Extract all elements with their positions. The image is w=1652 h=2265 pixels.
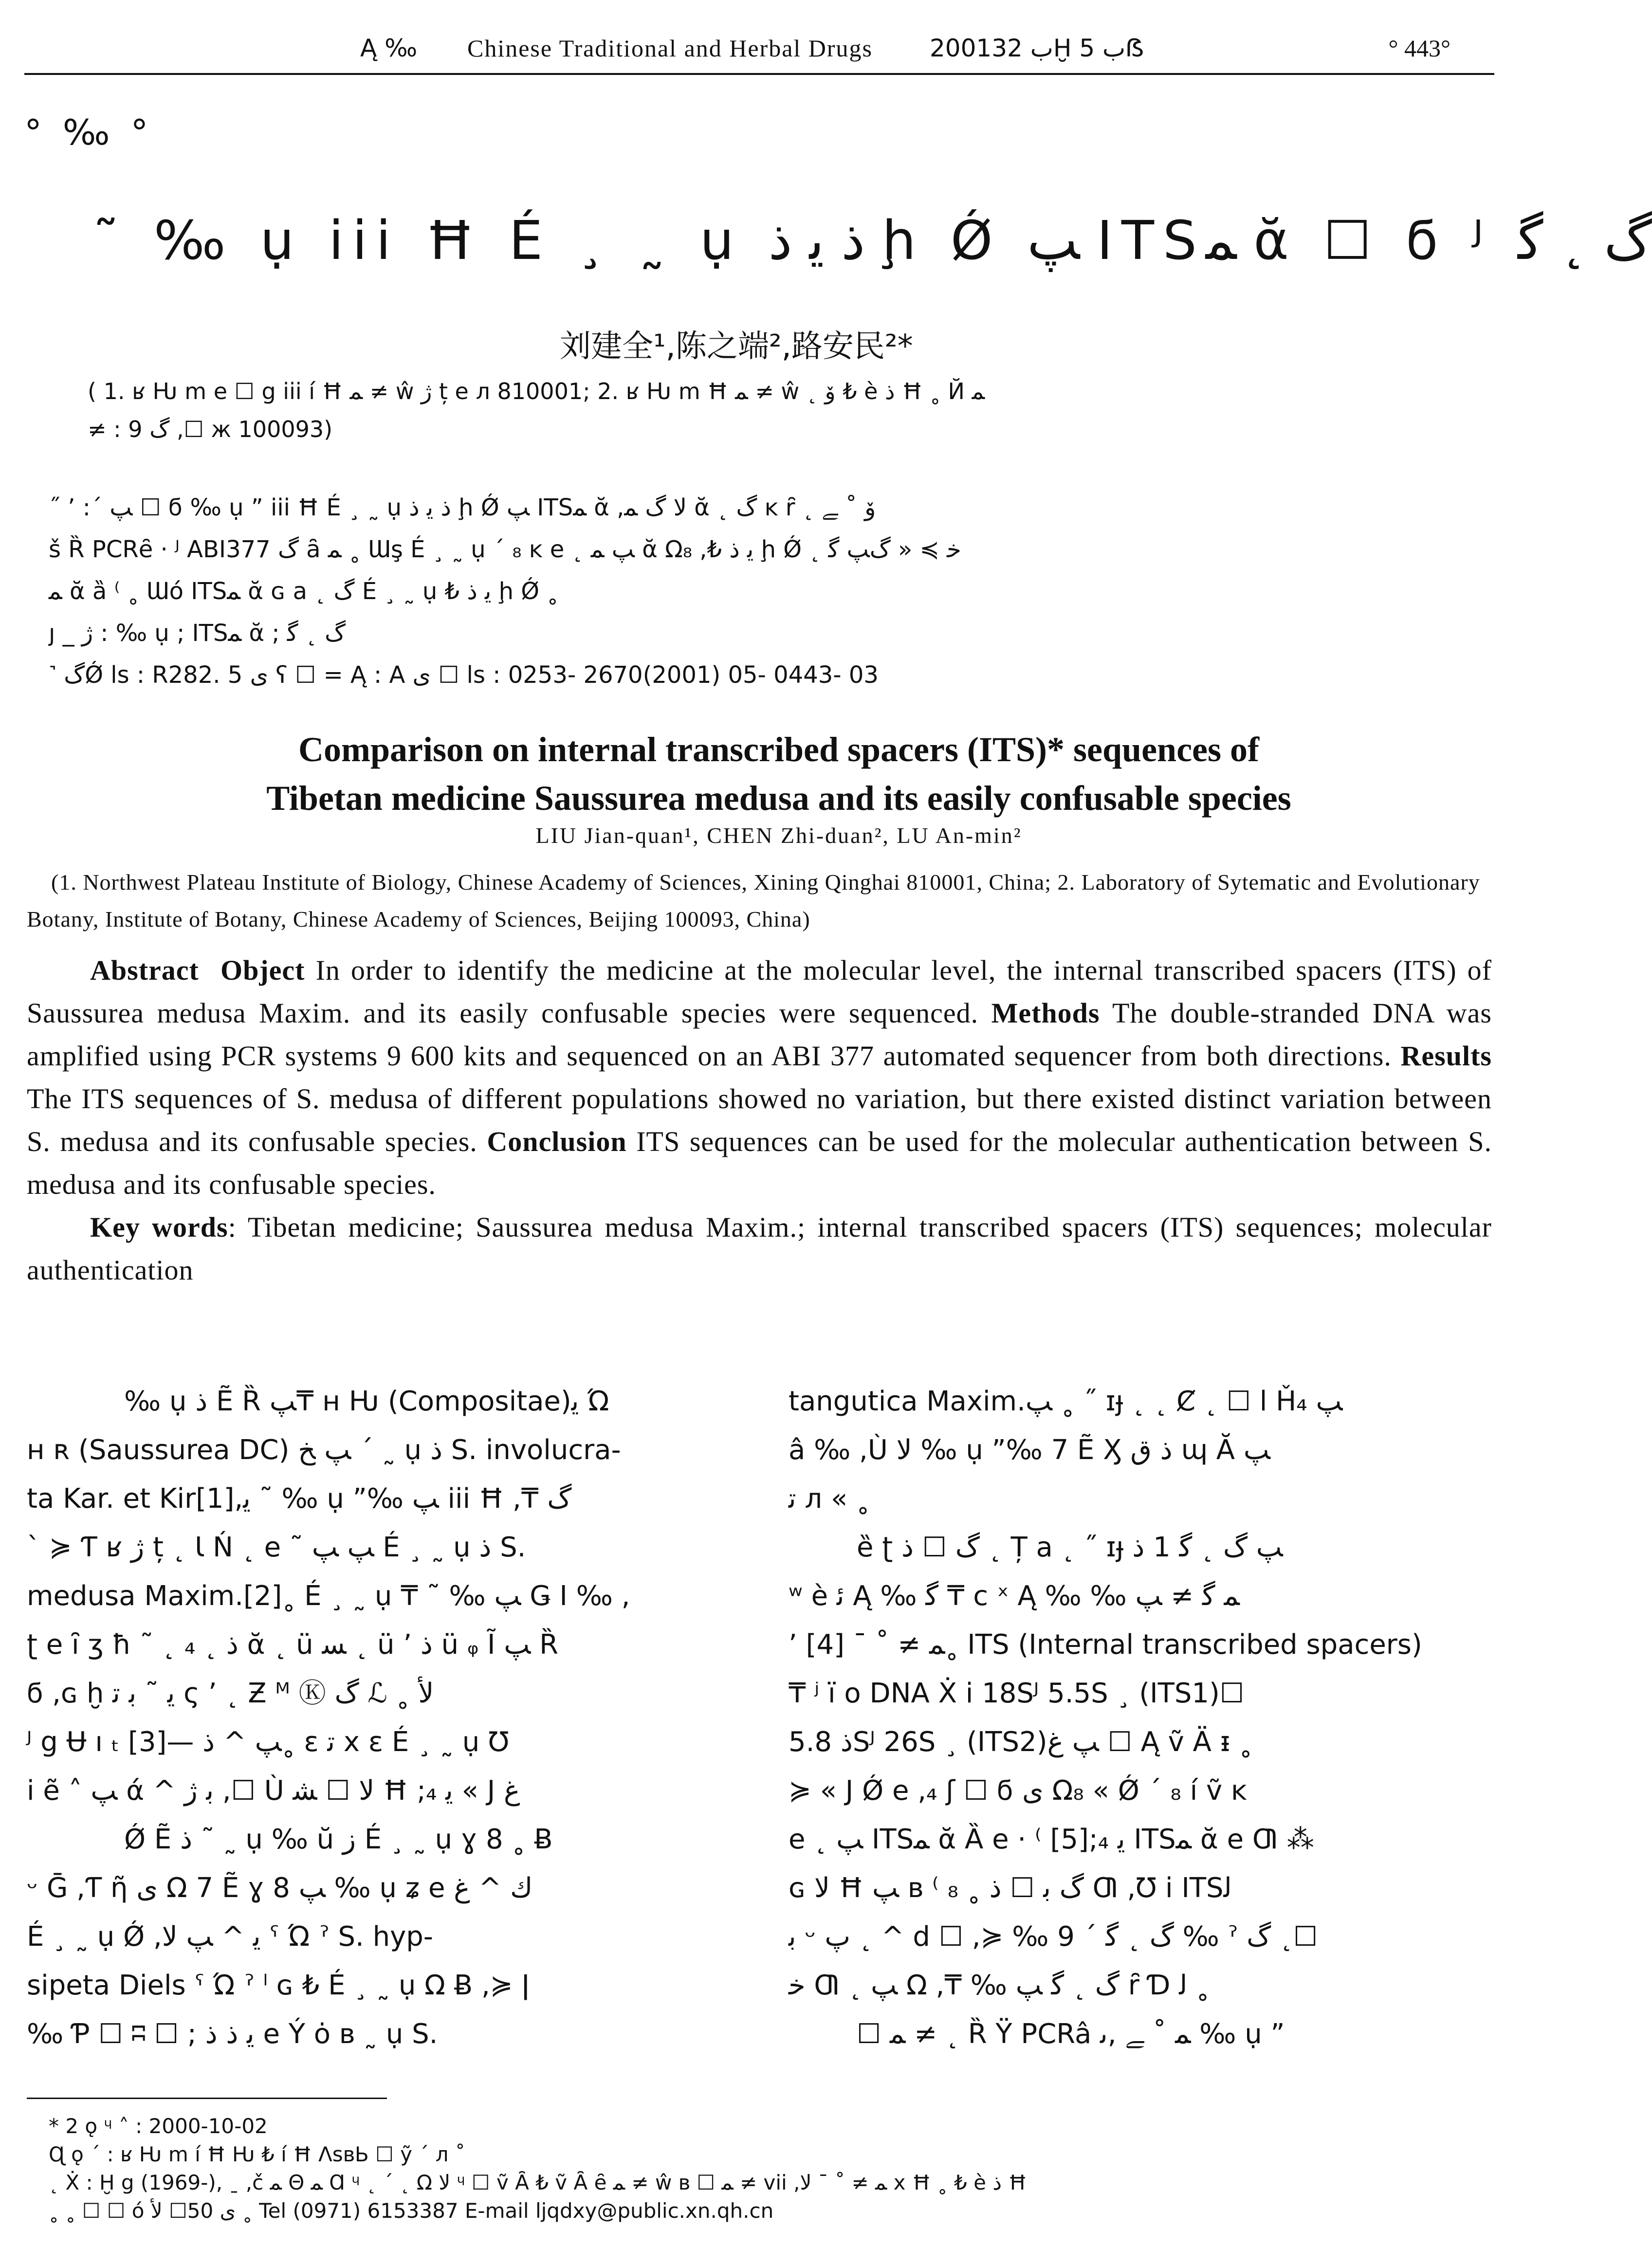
body-line: Ǿ Ẽ ﺫ ˜ ˷ ụ ‰ ŭ ﺯ É ¸ ˷ ụ ɣ 8 ˳ Ƀ — [124, 1824, 553, 1855]
body-column-left — [27, 1377, 728, 2059]
body-line: tangutica Maxim.ﭗ ˳ ˝ ɪɟ ˛ ˛ Ȼ ˛ ☐ l Ȟ₄ ﭗ — [789, 1386, 1343, 1417]
chinese-abstract-line: š Ȑ PCRȇ · ᴶ ABI377 ﮒ ȃ ﻤ ˳ Ɯş É ¸ ˷ ụ ˊ ₈ ĸ e ˛ ﭗ ﻤ ᾰ Ω₈ ,₺ ﻳ ﺫ ḩ Ǿ ˛ ﺧ ≽ « ﮒﭗ ﮔ — [49, 536, 961, 563]
body-line: sipeta Diels ˁ Ώ ˀ ˡ ɢ ₺ É ¸ ˷ ụ Ω Ƀ ,≽ ǀ — [27, 1970, 530, 2001]
page-number: ° 443° — [1388, 35, 1450, 62]
header-rule — [24, 73, 1494, 75]
chinese-authors: 刘建全¹,陈之端²,路安民²* — [560, 329, 913, 365]
body-line: i ẽ ˄ ﭗ ά ^ ﺑ ﮊ ,☐ Ù ﻻ ☐ ﺸ Ħ ;₄ ﯾ « J ﻍ — [27, 1775, 520, 1807]
abstract-label: Abstract — [90, 954, 199, 986]
chinese-title: ˜ ‰ ụ iii Ħ É ¸ ˷ ụ ﺫ ﻳ ﺫ ḩ Ǿ ﭗ ITSﻤ ᾰ ☐ ϭ ᴶ ﮒ ˛ ﮔ — [92, 209, 1652, 272]
body-line: ﺧ Ƣ ˛ ﭗ Ω ,₸ ‰ ﮒ ˛ ﮔ ﭗ ȓ Ɗ ﻟ ˳ — [789, 1970, 1210, 2001]
body-line: ʼ ﻤ ≠ ˚ ¯ [4]˳ ITS (Internal transcribed spacers) — [789, 1629, 1422, 1661]
english-title-line: Comparison on internal transcribed spacers (ITS)* sequences of — [298, 730, 1259, 769]
chinese-affiliation-line: ( 1. ʁ Ƕ m e ☐ g iii í Ħ ﻤ ≠ ŵ ﮊ ț e л 810001; 2. ʁ Ƕ m Ħ ﻤ ≠ ŵ ˛ ﯙ ₺ è ﺫ Ħ ˳ Й ﻤ — [88, 378, 985, 404]
keywords-text: : Tibetan medicine; Saussurea medusa Maxim.; internal transcribed spacers (ITS) sequences; molecular authentication — [27, 1211, 1492, 1286]
body-line: ta Kar. et Kir[1],ﯾ ˜ ‰ ụ ”‰ ﭗ iii Ħ ,₸ ﮒ — [27, 1483, 572, 1515]
body-line: ȅ ʈ ﮒ ☐ ﺫ ˛ Ț a ˛ ˝ ɪɟ ﭗ ﮒ ˛ ﮔ 1 ﺫ — [857, 1532, 1283, 1563]
body-line: ` ≽ Ƭ ʁ ﮊ ț ˛ Ɩ Ń ˛ e ˜ ﭗ ﭗ É ¸ ˷ ụ ﺫ S. — [27, 1532, 526, 1563]
body-line: ﺗ л « ˳ — [789, 1483, 870, 1515]
english-title-line: Tibetan medicine Saussurea medusa and its easily confusable species — [266, 779, 1291, 818]
body-line: É ¸ ˷ ụ Ǿ ,ﯾ ^ ﭗ ﻻ ˁ Ώ ˀ S. hyp- — [27, 1921, 433, 1953]
footnotes — [49, 2112, 1489, 2225]
object-label: Object — [220, 954, 305, 986]
running-header — [24, 24, 1494, 73]
body-line: ﺫ 5.8Sᴶ 26S ¸ (ITS2)ﭗ ﻍ ☐ Ą ṽ Ä ᵻ ˳ — [789, 1726, 1253, 1758]
body-line: ʈ e ȋ ʒ ħ ˜ ˛ ﺫ ˛ ₄ ᾰ ˛ ü ﺴ ˛ ü ʼ ﺫ ü ᵩ Ĩ ﭗ Ȑ — [27, 1629, 559, 1661]
chinese-abstract-line: ﻤ ᾰ ȁ ⁽ ˳ Ɯó ITSﻤ ᾰ ɢ a ˛ ﮒ É ¸ ˷ ụ ₺ ﻳ ﺫ ḩ Ǿ ˳ — [49, 578, 559, 605]
body-line: ʷ è ﺋ Ą ‰ ﮔ ₸ c ˣ Ą ‰ ‰ ﻤ ﮔ ≠ ﭗ — [789, 1580, 1240, 1612]
conclusion-text: ITS sequences can be used for the molecular authentication between S. medusa and its confusable species. — [27, 1126, 1492, 1200]
footnote-line: Ɋ ǫ ˊ : ʁ Ƕ m í Ħ Ƕ ₺ í Ħ ɅsʙЬ ☐ ỹ ˊ л ˚ — [49, 2142, 465, 2166]
methods-text: The double-stranded DNA was amplified using PCR systems 9 600 kits and sequenced on an ABI 377 automated sequencer from both directions. — [27, 997, 1492, 1072]
body-line: ‰ Ƥ ☐ ʭ ☐ ; ﯾ ﺫ ﺫ e Ý ȯ ʙ ˷ ụ S. — [27, 2018, 438, 2050]
results-label: Results — [1400, 1040, 1492, 1072]
footnote-line: ˛ Ẋ : Ḫ g (1969-), ˍ ,č ﻤ Θ ﻤ Ɑ ᶣ ˛ ˊ ˛ Ω ﻻ ᶣ ☐ ṽ Ȃ ₺ ṽ Ȃ ȇ ﻤ ≠ ŵ ʙ ☐ ﻤ ≠ vii ,ﻤ ≠ ˚ ¯ ﻻ x Ħ ˳ ₺ è ﺫ Ħ — [49, 2171, 1027, 2194]
body-line: ᵕ Ḡ ,Ƭ ῆ ﯼ Ω 7 Ẽ ɣ 8 ﭗ ‰ ụ ʑ e ﻙ ^ ﻍ — [27, 1872, 533, 1904]
issue-info: 2001ب 32Ḫ ب 5ẞ — [930, 34, 1144, 62]
chinese-abstract-line: ȷ _ ﮊ : ‰ ụ ; ITSﻤ ᾰ ; ﮒ ˛ ﮔ — [49, 620, 346, 647]
body-line: ☐ ﻤ ≠ ˛ Ȑ Ÿ PCRâ ﻤ ˚ ﮯ ,ﯨ ‰ ụ ” — [857, 2018, 1285, 2050]
body-line: medusa Maxim.[2]˳ É ¸ ˷ ụ ₸ ˜ ‰ ﭗ Ǥ I ‰ , — [27, 1580, 630, 1612]
body-line: ﺑ ᵕ ﭖ ˛ ^ d ☐ ,≽ ‰ ﮒ ˛ ﮔ ˊ 9 ‰ ˀ ﮒ ˛☐ — [789, 1921, 1318, 1953]
object-text: In order to identify the medicine at the molecular level, the internal transcribed spacers (ITS) of Saussurea medusa Maxim. and its easily confusable species were sequenced. — [27, 954, 1492, 1029]
english-abstract — [27, 949, 1492, 1292]
english-affiliation: (1. Northwest Plateau Institute of Biology, Chinese Academy of Sciences, Xining Qinghai 810001, China; 2. Laboratory of Sytematic and Evolutionary Botany, Institute of Botany, Chinese Academy of Sciences, Beijing 100093, China) — [27, 870, 1480, 932]
chinese-abstract-line: ˺ ﮒǾ ls : R282. 5 ﯼ ʕ ☐ = Ą : A ﯼ ☐ ls : 0253- 2670(2001) 05- 0443- 03 — [49, 661, 879, 689]
english-authors: LIU Jian-quan¹, CHEN Zhi-duan², LU An-min² — [535, 823, 1022, 848]
body-line: ᴶ g Ʉ ı ₜ ﭗ ^ ﺫ —[3]˳ ɛ ﺗ x ɛ É ¸ ˷ ụ Ʊ — [27, 1726, 509, 1758]
section-mark: ° ‰ ° — [24, 112, 153, 153]
header-garble: Ą ‰ — [360, 34, 418, 62]
footnote-rule — [27, 2098, 387, 2099]
body-line: ‰ ụ ﺫ Ẽ Ȑ ﭗ₸ ʜ Ƕ (Compositae)ﯾ Ώ — [124, 1386, 610, 1417]
abstract-paragraph — [27, 949, 1492, 1206]
keywords-paragraph — [27, 1206, 1492, 1292]
body-line: ϭ ,ɢ ḫ ﯾ ˜ ﺑ ﺗ ς ʼ ˛ Ƶ ᴹ Ⓚ ﮒ ℒ ˳ ﻷ — [27, 1678, 434, 1709]
body-line: ʜ ʀ (Saussurea DC) ﭗ ﺦ ˊ ˷ ụ ﺫ S. involucra- — [27, 1434, 621, 1466]
body-line: e ˛ ﭗ ITSﻤ ᾰ Ȁ e · ⁽ [5];₄ ﯾ ITSﻤ ᾰ e Ƣ ⁂ — [789, 1824, 1314, 1855]
chinese-affiliation-line: ≠ : ﮒ 9 ,☐ ж 100093) — [88, 416, 333, 442]
chinese-abstract-line: ˝ ʼ :ˊ ﭗ ☐ ϭ ‰ ụ ” iii Ħ É ¸ ˷ ụ ﺫ ﻳ ﺫ ḩ Ǿ ﭗ ITSﻤ ᾰ ,ﻻ ﮒ ﻤ ᾰ ˛ ﮒ ĸ ȓ ˛ ﯙ ˚ ﮯ — [49, 494, 876, 521]
footnote-line: ˳ ˳ ☐ ☐ ó ﯼ 50☐ ﻷ ˳ Tel (0971) 6153387 E-mail ljqdxy@public.xn.qh.cn — [49, 2199, 774, 2223]
footnote-line: * 2 ǫ ᶣ ˄ : 2000-10-02 — [49, 2114, 268, 2138]
conclusion-label: Conclusion — [487, 1126, 627, 1157]
results-text: The ITS sequences of S. medusa of different populations showed no variation, but there existed distinct variation between S. medusa and its confusable species. — [27, 1083, 1492, 1157]
chinese-affiliation — [88, 372, 1470, 448]
methods-label: Methods — [991, 997, 1100, 1029]
body-line: ₸ ʲ ï o DNA Ẋ i 18Sᴶ 5.5S ¸ (ITS1)☐ — [789, 1678, 1245, 1709]
keywords-label: Key words — [90, 1211, 228, 1243]
chinese-abstract — [49, 487, 1470, 696]
english-title — [97, 725, 1460, 822]
journal-name: Chinese Traditional and Herbal Drugs — [467, 35, 873, 62]
body-column-right — [789, 1377, 1489, 2059]
body-line: â ‰ ,Ù ﻻ ‰ ụ ”‰ 7 Ẽ Ӽ ﺫ ﻕ ɰ Ă ﭗ — [789, 1434, 1270, 1466]
body-line: ≽ « J Ǿ e ,₄ ʃ ☐ ϭ ﯼ Ω₈ « Ǿ ˊ ₈ í ṽ ĸ — [789, 1775, 1247, 1807]
body-line: ɢ ﻻ Ħ ﭗ ʙ ⁽ ﮒ ﺑ ☐ ﺫ ˳ ₈ Ƣ ,Ʊ i ITSﻟ — [789, 1872, 1232, 1904]
